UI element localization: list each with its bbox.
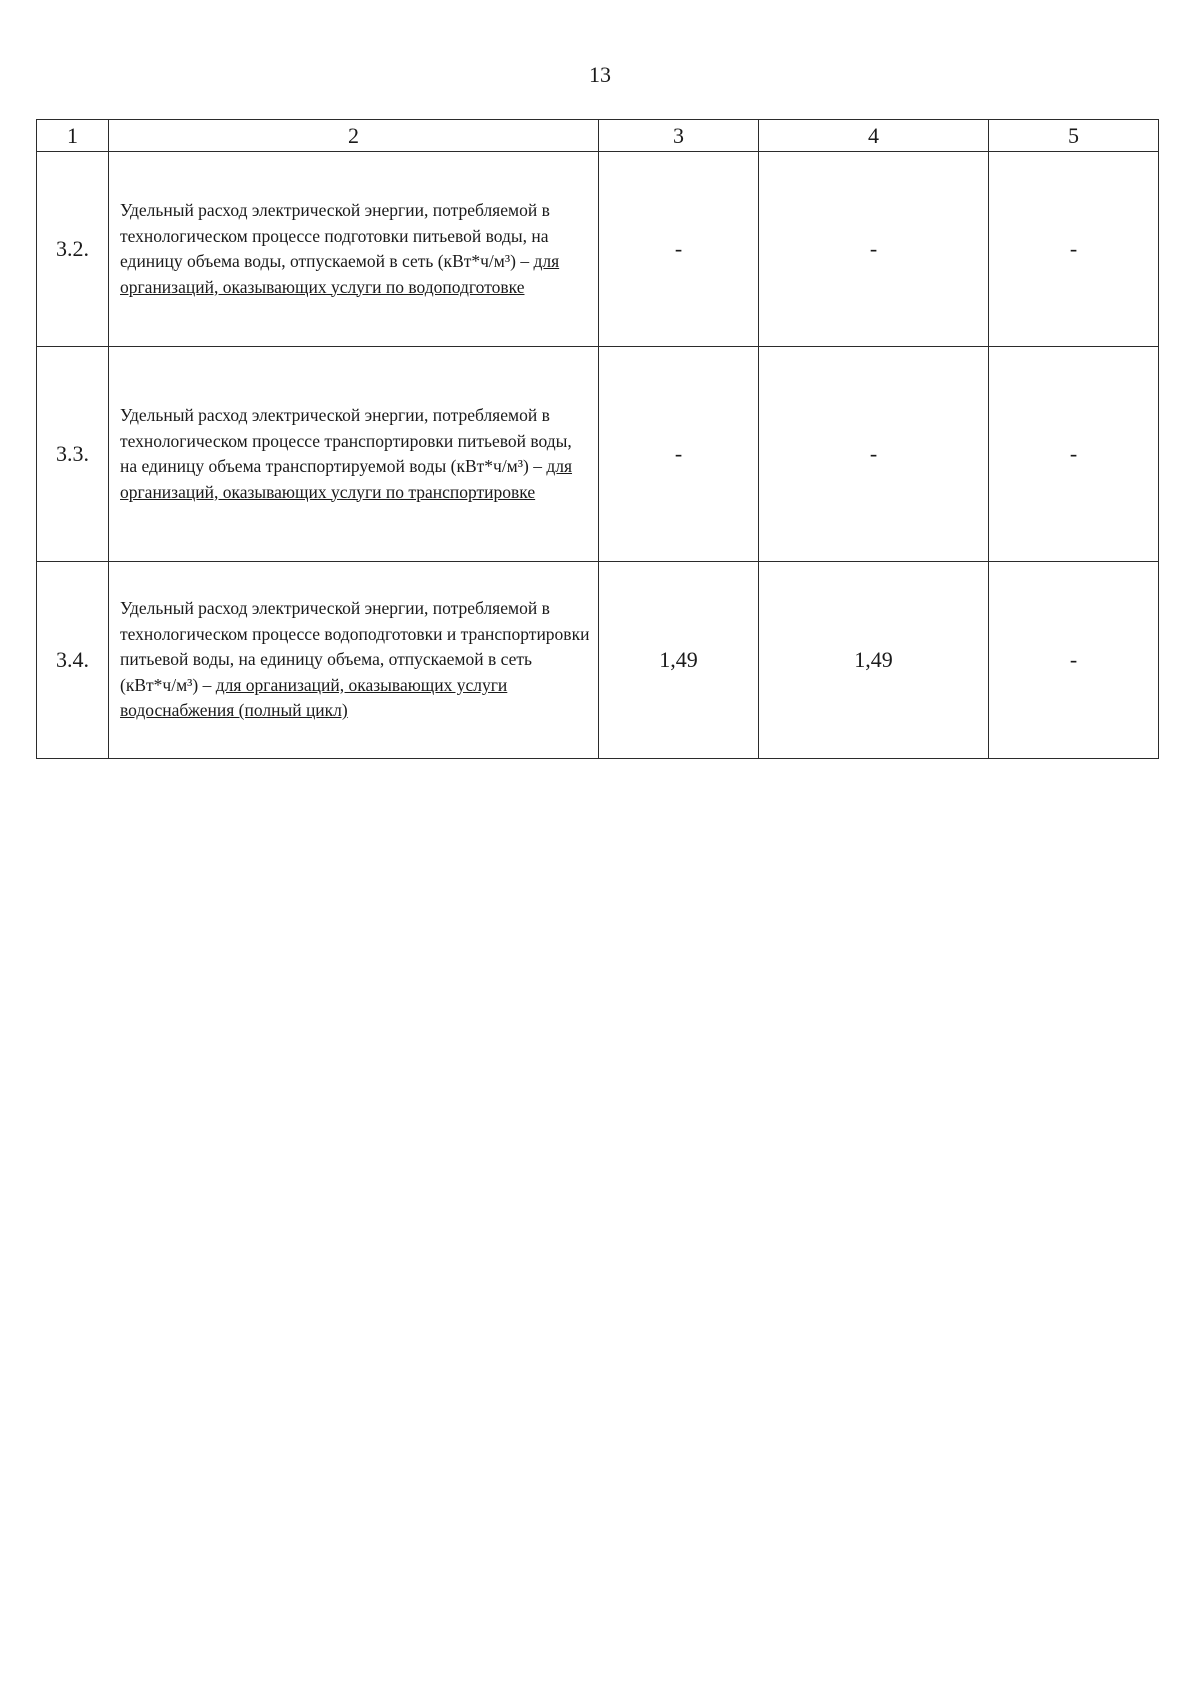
value-col4: - xyxy=(759,347,989,562)
table-header-row xyxy=(37,120,1159,152)
row-description xyxy=(109,152,599,347)
table-row xyxy=(37,152,1159,347)
column-header: 2 xyxy=(109,120,599,152)
description-underlined-text: для организаций, оказывающих услуги водоснабжения (полный цикл) xyxy=(120,674,508,721)
value-col3: 1,49 xyxy=(599,562,759,759)
row-number: 3.3. xyxy=(37,347,109,562)
description-underlined-text: для организаций, оказывающих услуги по водоподготовке xyxy=(120,251,560,297)
column-header: 4 xyxy=(759,120,989,152)
description-text: Удельный расход электрической энергии, потребляемой в технологическом процессе водоподготовки и транспортировки питьевой воды, на единицу объема, отпускаемой в сеть (кВт*ч/м³) – xyxy=(120,598,590,695)
table-row xyxy=(37,562,1159,759)
value-col4: - xyxy=(759,152,989,347)
row-description xyxy=(109,347,599,562)
value-col3: - xyxy=(599,347,759,562)
value-col3: - xyxy=(599,152,759,347)
column-header: 1 xyxy=(37,120,109,152)
row-number: 3.2. xyxy=(37,152,109,347)
row-number: 3.4. xyxy=(37,562,109,759)
page-number: 13 xyxy=(589,62,611,87)
column-header: 3 xyxy=(599,120,759,152)
description-text: Удельный расход электрической энергии, потребляемой в технологическом процессе транспортировки питьевой воды, на единицу объема транспортируемой воды (кВт*ч/м³) – xyxy=(120,405,572,476)
description-underlined-text: для организаций, оказывающих услуги по транспортировке xyxy=(120,456,573,502)
value-col5: - xyxy=(989,152,1159,347)
indicators-table xyxy=(36,119,1159,759)
value-col5: - xyxy=(989,347,1159,562)
column-header: 5 xyxy=(989,120,1159,152)
row-description xyxy=(109,562,599,759)
value-col5: - xyxy=(989,562,1159,759)
description-text: Удельный расход электрической энергии, потребляемой в технологическом процессе подготовки питьевой воды, на единицу объема воды, отпускаемой в сеть (кВт*ч/м³) – xyxy=(120,200,550,271)
table-row xyxy=(37,347,1159,562)
value-col4: 1,49 xyxy=(759,562,989,759)
